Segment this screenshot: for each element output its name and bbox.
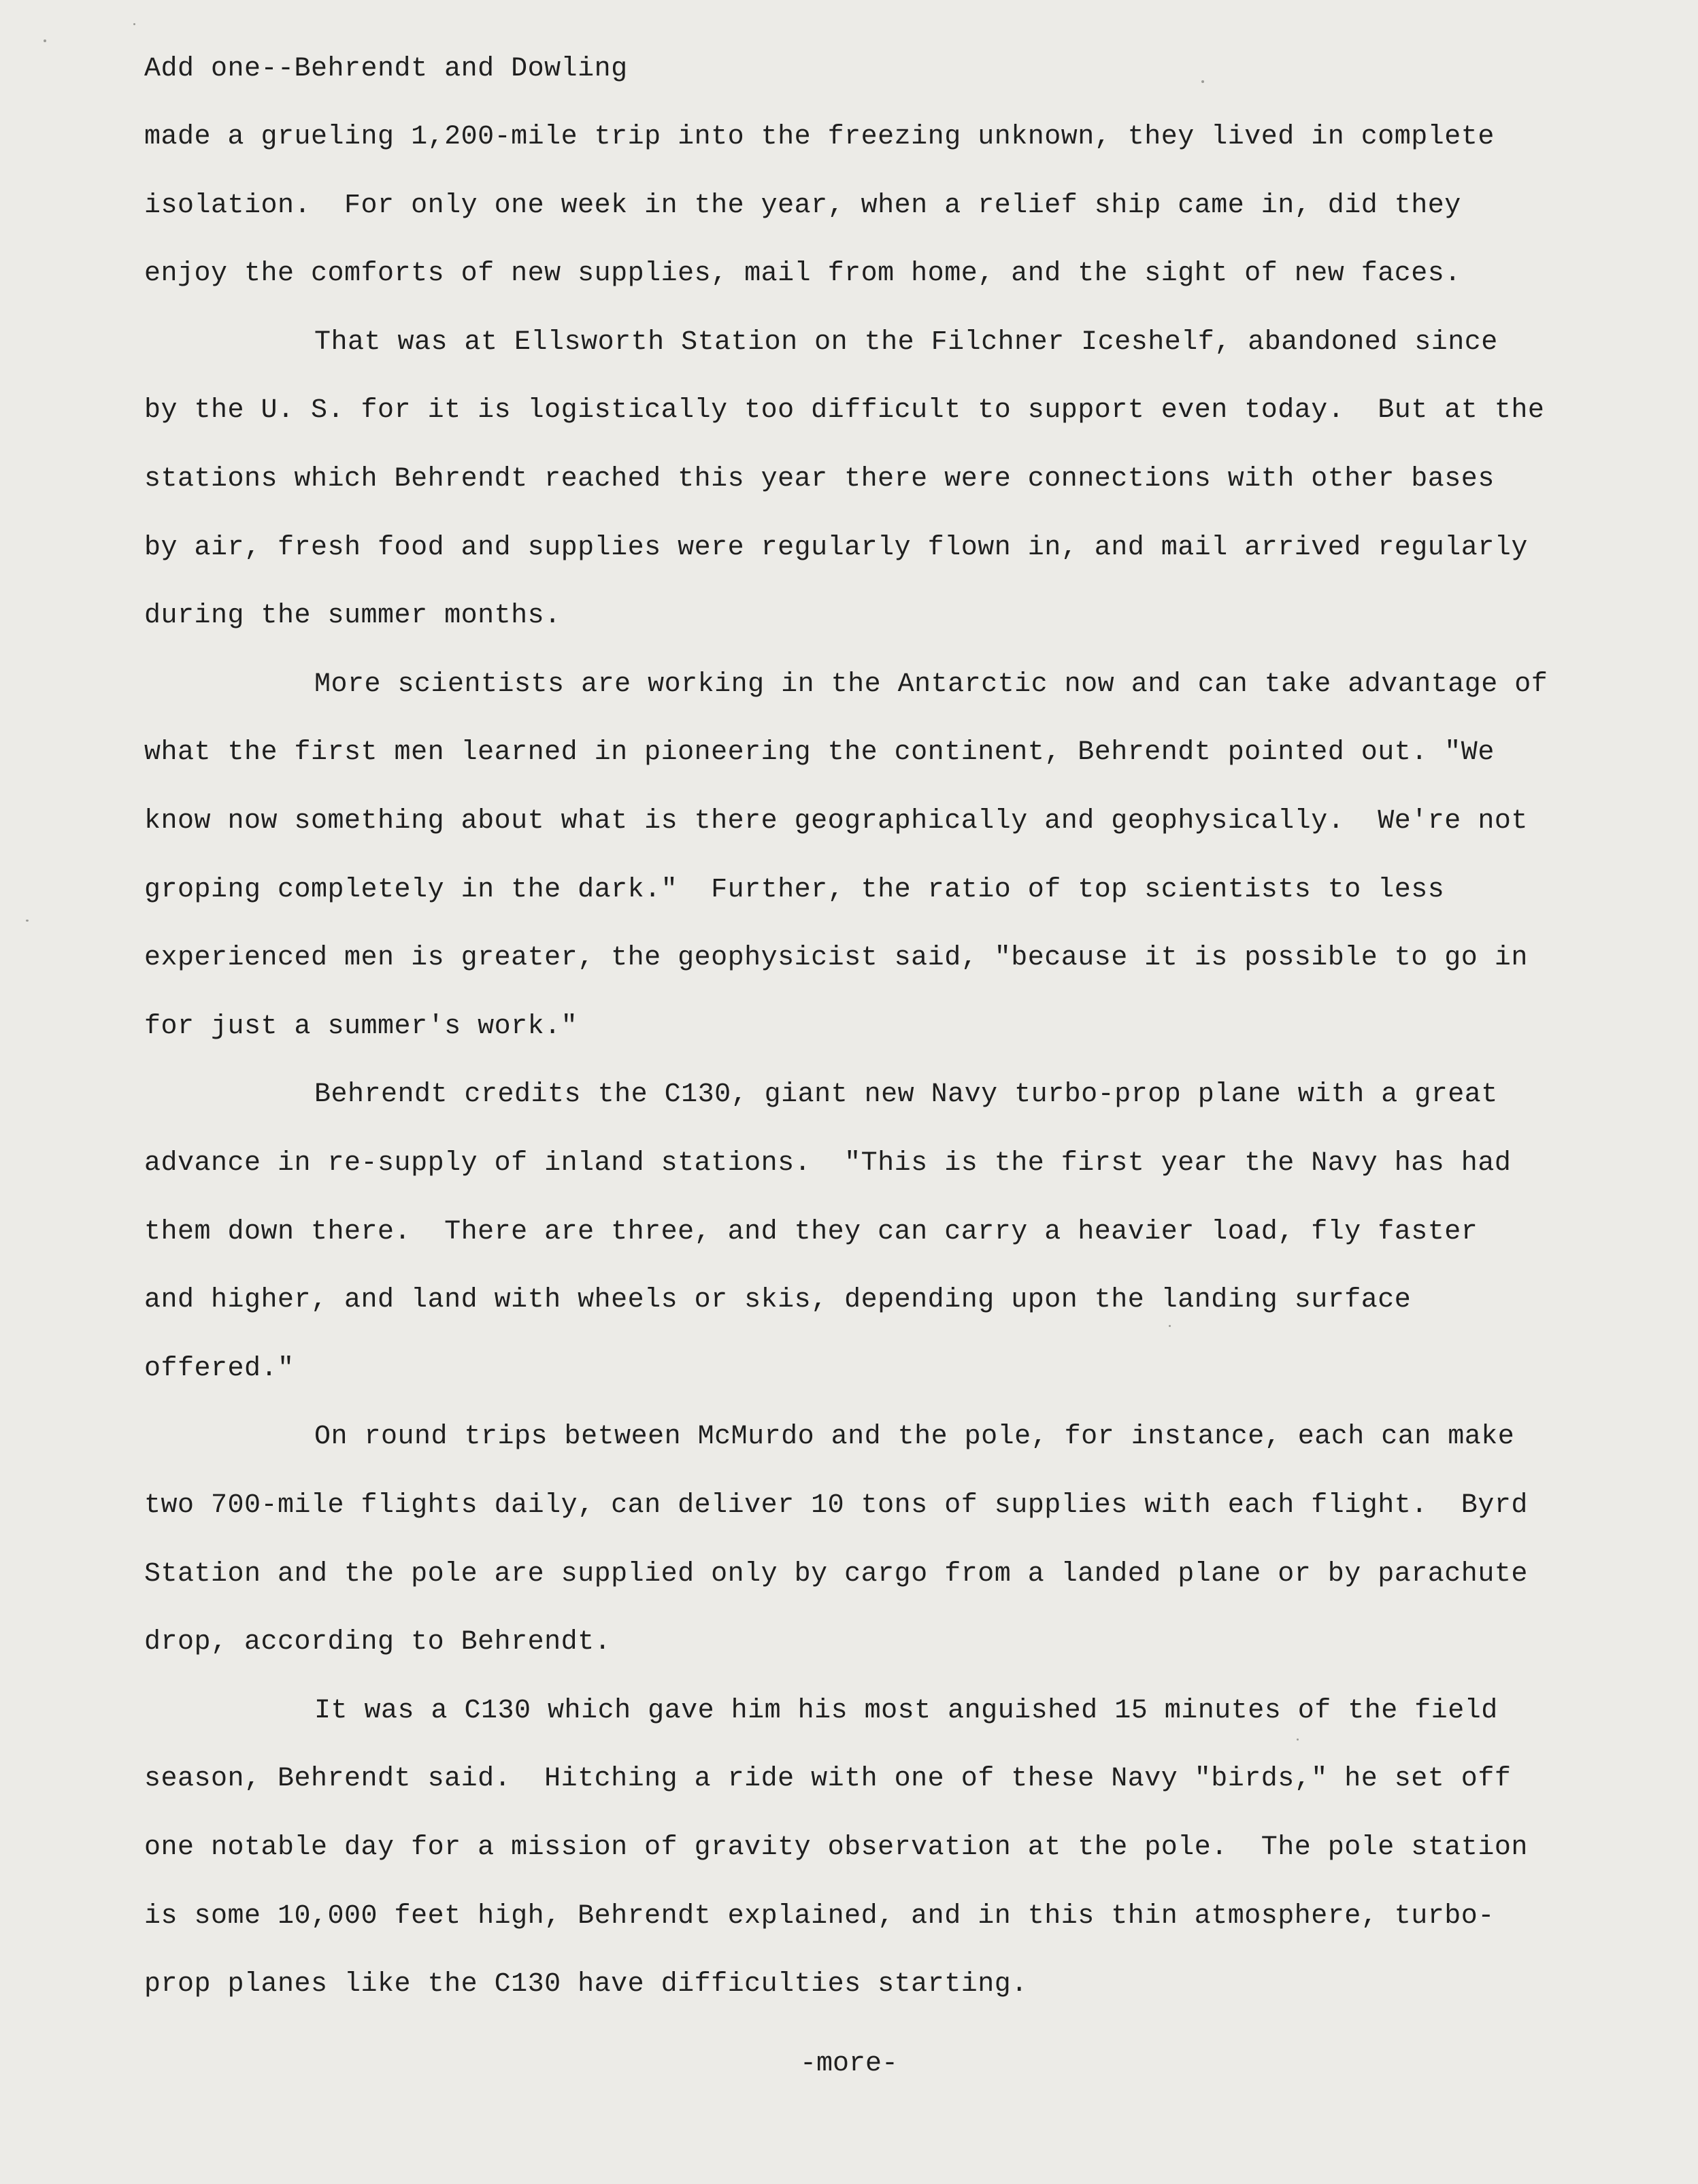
page-header: Add one--Behrendt and Dowling <box>144 54 628 84</box>
text-line: offered." <box>144 1353 295 1384</box>
text-line: one notable day for a mission of gravity observation at the pole. The pole station <box>144 1832 1528 1863</box>
paper-speck <box>133 23 135 25</box>
text-line: what the first men learned in pioneering the continent, Behrendt pointed out. "We <box>144 737 1495 769</box>
text-line: experienced men is greater, the geophysicist said, "because it is possible to go in <box>144 943 1528 974</box>
text-line: On round trips between McMurdo and the pole, for instance, each can make <box>314 1422 1515 1453</box>
text-line: advance in re-supply of inland stations. "This is the first year the Navy has had <box>144 1148 1512 1179</box>
text-line: enjoy the comforts of new supplies, mail from home, and the sight of new faces. <box>144 258 1461 290</box>
text-line: More scientists are working in the Antarctic now and can take advantage of <box>314 669 1548 700</box>
text-line: It was a C130 which gave him his most anguished 15 minutes of the field <box>314 1695 1498 1726</box>
text-line: isolation. For only one week in the year, when a relief ship came in, did they <box>144 190 1461 221</box>
text-line: drop, according to Behrendt. <box>144 1627 612 1658</box>
paper-speck <box>26 920 29 922</box>
text-line: That was at Ellsworth Station on the Filchner Iceshelf, abandoned since <box>314 326 1498 358</box>
text-line: know now something about what is there geographically and geophysically. We're not <box>144 806 1528 837</box>
text-line: for just a summer's work." <box>144 1011 578 1042</box>
continuation-marker: -more- <box>799 2049 899 2079</box>
text-line: Station and the pole are supplied only by cargo from a landed plane or by parachute <box>144 1558 1528 1590</box>
paper-speck <box>1201 80 1204 83</box>
text-line: two 700-mile flights daily, can deliver 10 tons of supplies with each flight. Byrd <box>144 1490 1528 1521</box>
text-line: during the summer months. <box>144 601 561 632</box>
text-line: by the U. S. for it is logistically too difficult to support even today. But at the <box>144 395 1545 426</box>
text-line: and higher, and land with wheels or skis, depending upon the landing surface <box>144 1285 1412 1316</box>
text-line: them down there. There are three, and they can carry a heavier load, fly faster <box>144 1216 1478 1247</box>
text-line: groping completely in the dark." Further, the ratio of top scientists to less <box>144 874 1445 905</box>
text-line: prop planes like the C130 have difficulties starting. <box>144 1969 1028 2000</box>
text-line: stations which Behrendt reached this year there were connections with other bases <box>144 464 1495 494</box>
text-line: is some 10,000 feet high, Behrendt explained, and in this thin atmosphere, turbo- <box>144 1900 1495 1932</box>
paper-speck <box>1169 1325 1171 1327</box>
text-line: made a grueling 1,200-mile trip into the freezing unknown, they lived in complete <box>144 122 1495 152</box>
paper-speck <box>1297 1738 1299 1741</box>
text-line: season, Behrendt said. Hitching a ride with one of these Navy "birds," he set off <box>144 1764 1512 1795</box>
text-line: by air, fresh food and supplies were regularly flown in, and mail arrived regularly <box>144 532 1528 563</box>
text-line: Behrendt credits the C130, giant new Navy turbo-prop plane with a great <box>314 1079 1498 1111</box>
paper-speck <box>44 39 46 42</box>
